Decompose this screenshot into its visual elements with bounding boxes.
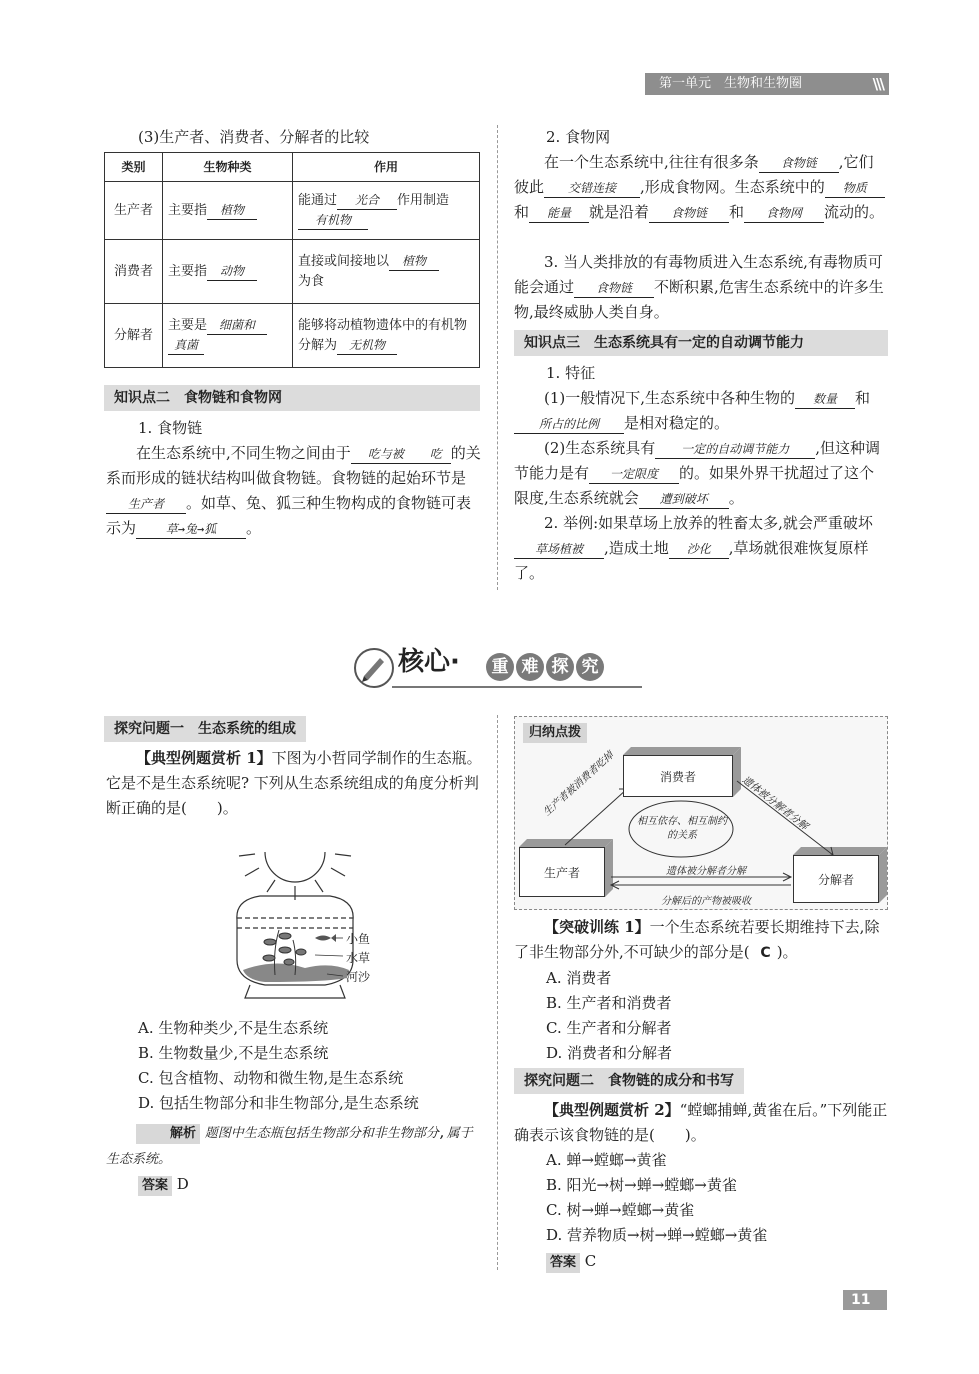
paragraph-text: (2)生态系统具有 [544,439,656,457]
fill-blank: 一定限度 [589,465,679,484]
answer-tag: 答案 [546,1253,580,1273]
fill-blank: 食物网 [744,204,824,223]
cell-text: 直接或间接地以 [298,253,390,269]
summary-title: 归纳点拨 [523,723,587,743]
feature-heading: 1. 特征 [546,364,596,382]
cell-text: 能通过 [298,192,338,208]
question-text: )。 [776,943,798,961]
paragraph-text: 和 [514,203,530,221]
unit-title: 第一单元 生物和生物圈 [659,76,803,91]
producer-box: 生产者 [519,847,605,897]
banner-bubble: 究 [576,653,604,681]
paragraph-text: 。如草、兔、狐三种生物构成的食物链可表示为 [106,494,472,537]
table-header: 作用 [293,153,480,182]
table-cell: 分解者 [105,304,163,368]
option-a: A. 消费者 [546,969,612,987]
fill-blank: 食物链 [574,279,654,298]
analysis-block [106,1120,482,1172]
paragraph-text: 的。如果外界干扰超过了这个限度,生态系统就会 [514,464,875,507]
example-1-options [138,1016,484,1116]
edge-left-label: 生产者被消费者吃掉 [541,749,616,819]
banner-title: 核心· [398,647,460,677]
fill-blank: 所占的比例 [514,415,624,434]
center-relation-label: 相互依存、相互制约的关系 [637,816,727,841]
fill-blank: 食物链 [649,204,729,223]
paragraph-text: 就是沿着 [589,203,650,221]
fill-blank: 生产者 [106,495,186,514]
example-1-question [106,746,482,821]
food-chain-paragraph [106,441,482,541]
table-header: 生物种类 [163,153,293,182]
paragraph-text: 2. 举例:如果草场上放养的牲畜太多,就会严重破坏 [544,514,873,532]
fill-blank: 植物 [207,201,257,220]
cell-text: 主要是 [168,317,208,333]
toxic-paragraph [514,250,888,325]
question-text: 一个生态系统若要长期维持下去,除了非生物部分外,不可缺少的部分是( [514,918,880,961]
comparison-table-wrap [104,152,480,368]
fill-blank: 细菌和 [207,316,267,335]
banner-underline [392,686,642,688]
paragraph-text: ,它们彼此 [514,153,874,196]
option-b: B. 阳光→树→蝉→螳螂→黄雀 [546,1176,737,1194]
food-chain-heading: 1. 食物链 [138,419,203,437]
header-slash-decoration: \\\ [872,75,883,93]
example-tag: 【典型例题赏析 2】 [544,1101,680,1119]
option-c: C. 包含植物、动物和微生物,是生态系统 [138,1069,404,1087]
column-divider-bottom [497,715,498,1270]
fill-blank: 无机物 [337,336,397,355]
option-d: D. 营养物质→树→蝉→螳螂→黄雀 [546,1226,768,1244]
consumer-box: 消费者 [623,755,733,797]
option-a: A. 蝉→螳螂→黄雀 [546,1151,667,1169]
table-cell [293,304,480,368]
paragraph-text: ,但这种调节能力是有 [514,439,881,482]
fill-blank: 数量 [795,390,855,409]
feature-2-paragraph [514,436,888,511]
table-row [105,182,480,240]
banner-bubble: 重 [486,653,514,681]
sand-label: 河沙 [346,970,371,984]
example-tag: 【典型例题赏析 1】 [136,749,272,767]
table-cell: 生产者 [105,182,163,240]
paragraph-text: 。 [728,489,744,507]
fill-blank: 真菌 [168,336,204,355]
fish-label: 小鱼 [346,932,371,946]
paragraph-text: 不断积累,危害生态系统中的许多生物,最终威胁人类自身。 [514,278,884,321]
section-title-knowledge-2: 知识点二 食物链和食物网 [104,385,480,411]
table-cell [163,240,293,304]
question-text: “螳螂捕蝉,黄雀在后。”下列能正确表示该食物链的是( )。 [514,1101,888,1144]
fill-blank: 食物链 [759,154,839,173]
bottle-labels [346,930,370,987]
option-c: C. 树→蝉→螳螂→黄雀 [546,1201,695,1219]
paragraph-text: 的关系而形成的链状结构叫做食物链。食物链的起始环节是 [106,444,481,487]
cell-text: 作用制造 [397,192,450,208]
paragraph-text: ,形成食物网。生态系统中的 [640,178,825,196]
table-cell [293,182,480,240]
training-tag: 【突破训练 1】 [544,918,650,936]
option-c: C. 生产者和分解者 [546,1019,672,1037]
example-2-question [514,1098,890,1148]
paragraph-text: (1)一般情况下,生态系统中各种生物的 [544,389,796,407]
fill-blank: 吃 [421,445,451,464]
cell-text: 主要指 [168,263,208,279]
table-header: 类别 [105,153,163,182]
paragraph-text: 和 [855,389,871,407]
example-paragraph [514,511,888,586]
edge-bottom-label-2: 分解后的产物被吸收 [661,896,751,907]
sun-icon [239,852,351,900]
question-text: 下图为小哲同学制作的生态瓶。它是不是生态系统呢? 下列从生态系统组成的角度分析判断正确的是( )。 [106,749,482,817]
table-row [105,304,480,368]
fill-blank: 一定的自动调节能力 [655,440,815,459]
cell-text: 为食 [298,273,325,289]
fill-blank: 草→兔→狐 [136,520,246,539]
section-title-knowledge-3: 知识点三 生态系统具有一定的自动调节能力 [514,330,888,356]
training-answer: C [760,945,771,961]
fill-blank: 植物 [389,252,439,271]
answer-block-1 [138,1172,189,1197]
table-cell [293,240,480,304]
option-b: B. 生产者和消费者 [546,994,672,1012]
edge-right-label: 遗体被分解者分解 [739,774,810,833]
answer-tag: 答案 [138,1176,172,1196]
answer-value: C [584,1252,597,1270]
analysis-tag: 解析 [136,1124,200,1144]
table-cell [163,304,293,368]
option-b: B. 生物数量少,不是生态系统 [138,1044,329,1062]
section-banner [352,646,642,690]
cell-text: 主要指 [168,202,208,218]
answer-value: D [176,1175,189,1193]
option-a: A. 生物种类少,不是生态系统 [138,1019,329,1037]
fill-blank: 能量 [529,204,589,223]
table-cell [163,182,293,240]
paragraph-text: 在一个生态系统中,往往有很多条 [544,153,759,171]
summary-box [514,716,888,910]
banner-bubbles [486,653,606,681]
table-row [105,240,480,304]
paragraph-text: 在生态系统中,不同生物之间由于 [136,444,351,462]
fill-blank: 有机物 [298,211,368,230]
analysis-text: 题图中生态瓶包括生物部分和非生物部分,属于生态系统。 [106,1126,473,1167]
label-leader-line [315,955,343,956]
fill-blank: 动物 [207,262,257,281]
food-web-paragraph [514,150,888,225]
fill-blank: 物质 [825,179,885,198]
comparison-table [104,152,480,368]
unit-header [645,73,889,95]
fill-blank: 吃与被 [351,445,421,464]
paragraph-text: 3. 当人类排放的有毒物质进入生态系统,有毒物质可能会通过 [514,253,883,296]
fill-blank: 草场植被 [514,540,604,559]
page-number: 11 [843,1290,887,1310]
table-caption: (3)生产者、消费者、分解者的比较 [138,128,370,146]
food-web-heading: 2. 食物网 [546,128,611,146]
training-1-question [514,915,890,966]
feature-1-paragraph [514,386,888,436]
fill-blank: 沙化 [669,540,729,559]
fill-blank: 遭到破坏 [639,490,729,509]
writing-pen-icon [352,646,396,690]
table-cell: 消费者 [105,240,163,304]
paragraph-text: 和 [729,203,745,221]
section-title-explore-1: 探究问题一 生态系统的组成 [104,716,306,742]
paragraph-text: 是相对稳定的。 [624,414,730,432]
decomposer-box: 分解者 [793,855,879,903]
column-divider-top [497,125,498,590]
section-title-explore-2: 探究问题二 食物链的成分和书写 [514,1068,744,1094]
paragraph-text: ,造成土地 [604,539,669,557]
paragraph-text: 流动的。 [824,203,885,221]
paragraph-text: 。 [246,519,262,537]
answer-block-2 [546,1249,596,1274]
fill-blank: 光合 [337,191,397,210]
training-1-options [546,966,886,1066]
plant-label: 水草 [346,951,371,965]
banner-bubble: 难 [516,653,544,681]
fill-blank: 交错连接 [544,179,640,198]
fish-icon [315,934,336,942]
banner-bubble: 探 [546,653,574,681]
option-d: D. 包括生物部分和非生物部分,是生态系统 [138,1094,419,1112]
example-2-options [546,1148,886,1248]
option-d: D. 消费者和分解者 [546,1044,673,1062]
cell-text: 能够将动植物遗体中的有机物分解为 [298,317,468,353]
edge-bottom-label-1: 遗体被分解者分解 [666,866,746,877]
paragraph-text: ,草场就很难恢复原样了。 [514,539,869,582]
